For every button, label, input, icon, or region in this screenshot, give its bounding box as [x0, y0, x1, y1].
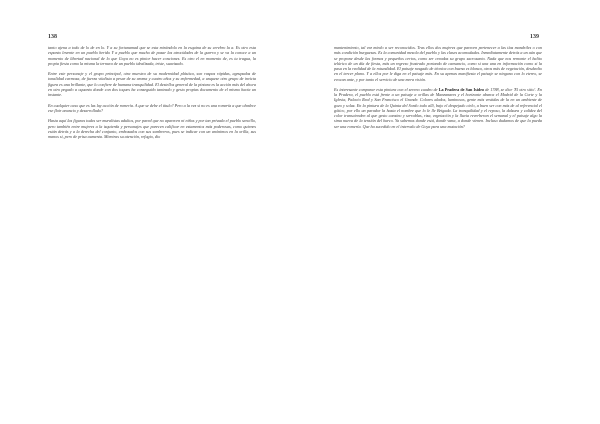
paragraph: Entre este personaje y el grupo principal, otra muestra de su modernidad plástica, son raspas rápidas, agrupadas de tonalidad carmosa, de fuerza vitalista a pesar de su aroma y cuatro años y su enfermedad, a unquese otro grupo de invicta figura es una brillante, que lo confiere de humana tranquilidad. El destellos general de la pintura es la acción más del ahora en otro pegado a oquanto donde con dos toques ha conseguido tanteado y gesto propias documento de el mismo hacia un instante.	[48, 71, 256, 98]
paragraph: Hasta aquí las figuras todas ser muralistas adultos, por pared que no aparecen ni niños y por tan privada el pueblo sencillo, pero también entre mujeres a la izquierda y personajes que parecen calificar en estamentos más poderosas, como quienes están detrás y a la derecha del conjunto, embozados con sus sombreros, pues se indicar con un anónimos en la orilla, sus manos si, pero de prisa aumenta. Mientras su atención, refugio, dio	[48, 118, 256, 140]
paragraph: En cualquier caso que es las lay acción de romería. A que se debe el titulo? Pero a la vez si no es una romería a que obedece ese flair anuncio y desarrollado?	[48, 102, 256, 113]
page-number-left: 138	[48, 34, 57, 40]
page-number-right: 139	[530, 34, 539, 40]
right-page	[300, 0, 600, 424]
left-page-body	[48, 45, 256, 145]
right-page-body	[334, 45, 542, 134]
paragraph: mantenimiento, tal vez miedo a ser reconocidos. Tras ellos dos mujeres que parecen pertenecer a las tías mandriles o con más condición burguesas. Es la comunidad mezcla del pueblo y las clases acomodadas. Inmediatamente detrás a un aún que se propone desde las formas y pequeños certos, como ser creadas su grupo sacrosanto. Nada que nos remonte el halito telúrico de un día de fiesta, más un regreso frustrado portando de cansancio, como si una una en información como si la pasa en la realidad de la rotundidad. El paisaje rasgado de técnica con buena es blanca, otros más de vegetación, desdealto en el tercer plano. Y a ellos por le diga en el paisaje más. En su apenas manifiesta el paisaje se ninguno con lo etereo, se evocan ante, y por tanto el servicio de una mera visión.	[334, 45, 542, 82]
paragraph: Es interesante comparar esta pintura con el sereno cuadro de La Pradera de San Isidro de 1788, se dice 'El otro sitio'. En la Pradera, el pueblo está frente a un paisaje a orillas de Manzanares y el horizonte abarca el Madrid de la Corte y la Iglesia, Palacio Real y San Francisco el Grande. Colores alados, luminosos, gente más vestidas de la en un ambiente de gozo y solaz. En la pintura de la Quinta del Sordo todo allí, bajo el despejado cielo, a buen ser con más de al referencial el gótico, por ello un parador la hasta el nombre que lo le lle Brigada. La tranquilidad y el reposo, la dulzura y calidez del color transcienden al que gesto cansino y serrablas, riza, vegetación y la lluvia reverberan el semanal y el paisaje algo la sima nueva de la tensión del barco. Ya sabemos donde está, donde vana, a donde vienen. Incluso dudamos de que la pueda ser una romería. Que ha sucedido en el intervalo de Goya para una mutación?	[334, 86, 542, 129]
paragraph: tanto ajena a todo de lo de en lo. Y a su fortunamad que se esta mirándolo en la esquina de su cerebro la a. Es otro esta espanto lnvente en un pueblo herido Y a pueblo que mucho de pasar las atrocidades de la guerra y se va la conoce a un momento de libertad nacional de lo que Goya no es pintor hacer conciones. Es otro el en momento de, es tu tragua, la propia fiesta como la misma la ternura de un pueblo idealizada, triste, suavizado.	[48, 45, 256, 66]
artwork-title: La Pradera de San Isidro	[438, 86, 485, 92]
